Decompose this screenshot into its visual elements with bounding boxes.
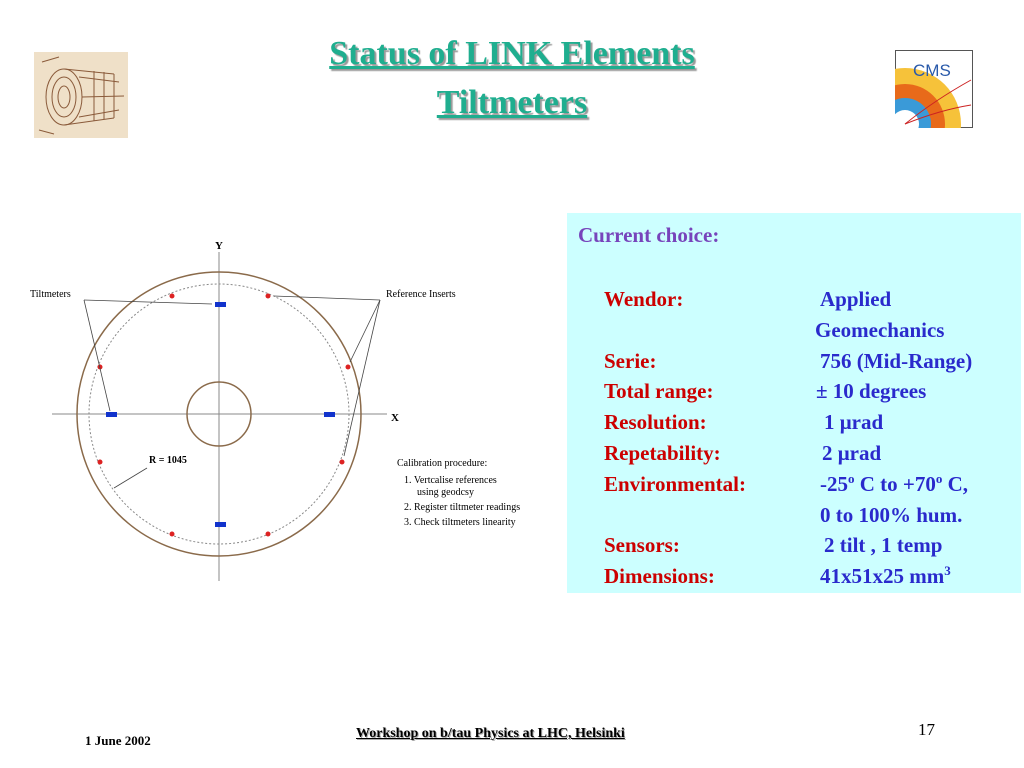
- page-number: 17: [918, 720, 935, 739]
- y-axis-label: Y: [215, 240, 223, 252]
- spec-value: Applied: [820, 287, 892, 311]
- spec-label: Sensors:: [604, 533, 680, 558]
- slide-title-line2: Tiltmeters: [436, 84, 588, 121]
- tiltmeter-marker: [324, 412, 335, 417]
- spec-row-sensors: [578, 530, 1021, 561]
- tiltmeter-layout-diagram: [22, 234, 567, 584]
- footer-event: Workshop on b/tau Physics at LHC, Helsinki: [356, 726, 625, 741]
- reference-insert-dot: [346, 365, 351, 370]
- spec-label: Serie:: [604, 348, 657, 373]
- reference-insert-dot: [266, 294, 271, 299]
- spec-label: Resolution:: [604, 410, 707, 435]
- cms-logo-text: CMS: [913, 61, 951, 80]
- spec-value: 41x51x25 $mm^3$: [820, 563, 951, 589]
- spec-label: Dimensions:: [604, 564, 715, 589]
- current-choice-heading: Current choice:: [578, 223, 720, 247]
- tiltmeter-spec-box: [567, 213, 1021, 593]
- slide-title-line1: Status of LINK Elements: [329, 35, 695, 72]
- spec-value: 1 μrad: [824, 410, 884, 435]
- spec-value: 2 μrad: [822, 440, 882, 465]
- spec-value: 756 (Mid-Range): [820, 348, 973, 373]
- spec-row-environmental-cont: [578, 500, 1021, 531]
- spec-value: 0 to 100% hum.: [820, 502, 963, 527]
- spec-label: Total range:: [604, 379, 714, 404]
- spec-row-vendor: [578, 284, 1021, 315]
- detector-sketch-logo: [34, 52, 128, 138]
- spec-value: 2 tilt , 1 temp: [824, 533, 943, 558]
- spec-value: Geomechanics: [815, 317, 945, 342]
- reference-insert-dot: [170, 532, 175, 537]
- spec-label: Repetability:: [604, 440, 721, 465]
- spec-value: ± 10 degrees: [816, 379, 927, 404]
- tiltmeters-label: Tiltmeters: [30, 289, 71, 300]
- spec-row-range: [578, 376, 1021, 407]
- reference-insert-dot: [98, 460, 103, 465]
- calibration-step: 2. Register tiltmeter readings: [404, 502, 521, 513]
- reference-inserts-label: Reference Inserts: [386, 289, 456, 300]
- reference-insert-dot: [170, 294, 175, 299]
- reference-insert-dot: [266, 532, 271, 537]
- radius-label: R = 1045: [149, 455, 187, 466]
- calibration-step: 3. Check tiltmeters linearity: [404, 517, 516, 528]
- tiltmeter-marker: [106, 412, 117, 417]
- cms-logo: [895, 50, 973, 128]
- tiltmeter-marker: [215, 522, 226, 527]
- spec-row-environmental: [578, 469, 1021, 500]
- calibration-title: Calibration procedure:: [397, 458, 488, 469]
- spec-row-repeatability: [578, 438, 1021, 469]
- x-axis-label: X: [391, 412, 399, 424]
- spec-row-dimensions: [578, 561, 1021, 592]
- footer-date: 1 June 2002: [85, 733, 151, 748]
- spec-row-serie: [578, 346, 1021, 377]
- spec-row-vendor-cont: [578, 315, 1021, 346]
- spec-label: Environmental:: [604, 471, 746, 496]
- spec-value: -25$^o$ C to $+70^o$ C,: [820, 470, 969, 496]
- spec-label: Wendor:: [604, 287, 684, 311]
- reference-insert-dot: [340, 460, 345, 465]
- calibration-step: 1. Vertcalise references: [404, 475, 497, 486]
- calibration-step: using geodcsy: [417, 487, 474, 498]
- spec-row-resolution: [578, 407, 1021, 438]
- tiltmeter-marker: [215, 302, 226, 307]
